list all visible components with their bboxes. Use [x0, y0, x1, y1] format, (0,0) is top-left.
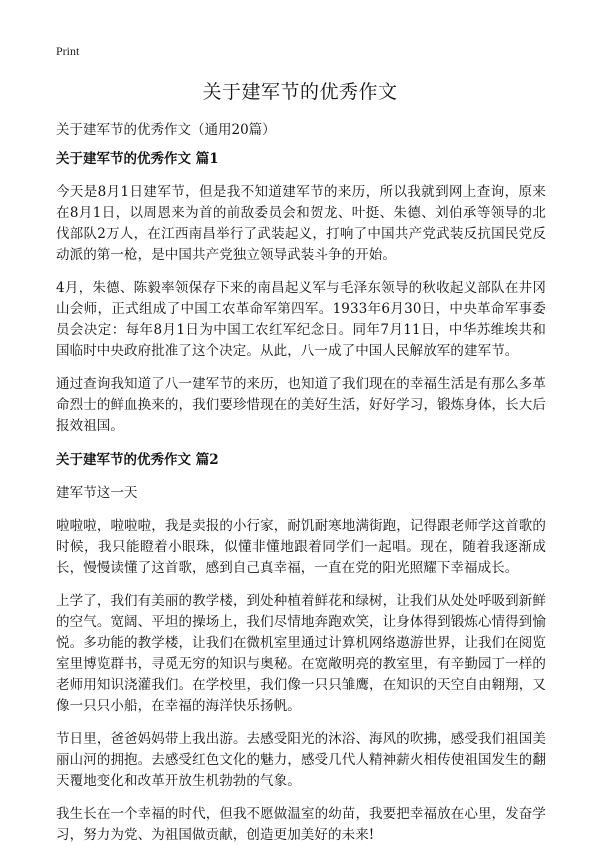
section-heading-1: 关于建军节的优秀作文 篇1 — [56, 151, 219, 167]
paragraph: 通过查询我知道了八一建军节的来历，也知道了我们现在的幸福生活是有那么多革命烈士的鲜血换来的，我们要珍惜现在的美好生活，好好学习，锻炼身体，长大后报效祖国。 — [56, 376, 546, 434]
paragraph: 啦啦啦，啦啦啦，我是卖报的小行家，耐饥耐寒地满街跑，记得跟老师学这首歌的时候，我只能瞪着小眼珠，似懂非懂地跟着同学们一起唱。现在，随着我逐渐成长，慢慢读懂了这首歌，感到自己真幸福，一直在党的阳光照耀下幸福成长。 — [56, 518, 546, 576]
print-link[interactable]: Print — [56, 44, 80, 58]
paragraph: 我生长在一个幸福的时代，但我不愿做温室的幼苗，我要把幸福放在心里，发奋学习，努力为党、为祖国做贡献，创造更加美好的未来! — [56, 806, 546, 843]
paragraph: 上学了，我们有美丽的教学楼，到处种植着鲜花和绿树，让我们从处处呼吸到新鲜的空气。宽阔、平坦的操场上，我们尽情地奔跑欢笑，让身体得到锻炼心情得到愉悦。多功能的教学楼，让我们在微机室里通过计算机网络遨游世界，让我们在阅览室里博览群书，寻觅无穷的知识与奥秘。在宽敞明亮的教室里，有辛勤园丁一样的老师用知识浇灌我们。在学校里，我们像一只只雏鹰，在知识的天空自由翱翔，又像一只只小船，在幸福的海洋快乐扬帆。 — [56, 593, 546, 714]
paragraph: 节日里，爸爸妈妈带上我出游。去感受阳光的沐浴、海风的吹拂，感受我们祖国美丽山河的拥抱。去感受红色文化的魅力，感受几代人精神薪火相传使祖国发生的翻天覆地变化和改革开放生机勃勃的气象。 — [56, 731, 546, 789]
page-title: 关于建军节的优秀作文 — [202, 81, 398, 103]
paragraph: 建军节这一天 — [56, 485, 138, 501]
paragraph: 4月，朱德、陈毅率领保存下来的南昌起义军与毛泽东领导的秋收起义部队在井冈山会师，正式组成了中国工农革命军第四军。1933年6月30日，中央革命军事委员会决定：每年8月1日为中国工农红军纪念日。同年7月11日，中华苏维埃共和国临时中央政府批准了这个决定。从此，八一成了中国人民解放军的建军节。 — [56, 280, 546, 359]
document-subtitle: 关于建军节的优秀作文（通用20篇） — [56, 122, 276, 138]
section-heading-2: 关于建军节的优秀作文 篇2 — [56, 452, 219, 468]
paragraph: 今天是8月1日建军节，但是我不知道建军节的来历，所以我就到网上查询，原来在8月1日，以周恩来为首的前敌委员会和贺龙、叶挺、朱德、刘伯承等领导的北伐部队2万人，在江西南昌举行了武装起义，打响了中国共产党武装反抗国民党反动派的第一枪，是中国共产党独立领导武装斗争的开始。 — [56, 184, 546, 263]
article-content — [56, 150, 546, 858]
